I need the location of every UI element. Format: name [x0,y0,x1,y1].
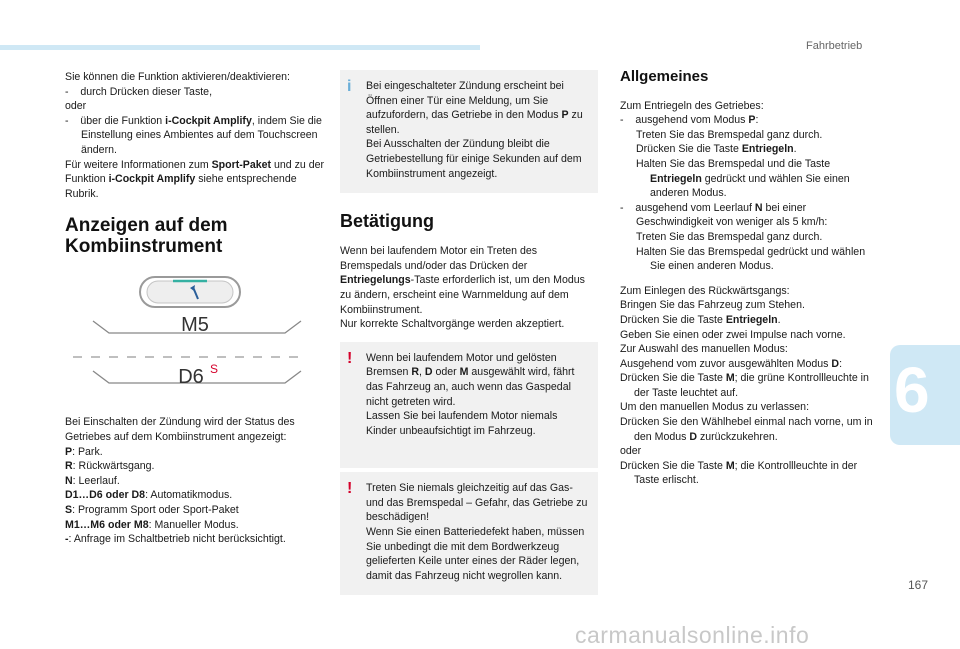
step: Halten Sie das Bremspedal gedrückt und wählen Sie einen anderen Modus. [636,245,866,273]
operation-text-2: Nur korrekte Schaltvorgänge werden akzeptiert. [340,318,565,331]
status-item: N: Leerlauf. [65,474,120,487]
intro-text: Sie können die Funktion aktivieren/deaktivieren: [65,71,290,83]
page-number: 167 [908,578,929,592]
oder-text: oder [620,445,642,458]
chapter-tab [890,345,960,445]
step: Ausgehend vom zuvor ausgewählten Modus D: [620,357,843,370]
more-info-text: Für weitere Informationen zum Sport-Paket und zu der Funktion i-Cockpit Amplify siehe entsprechende Rubrik. [65,158,325,200]
warning-box-1: ! Wenn bei laufendem Motor und gelösten Bremsen R, D oder M ausgewählt wird, fährt das Fahrzeug an, auch wenn das Gaspedal nicht getreten wird. Lassen Sie bei laufendem Motor niemals Kinder unbeaufsichtigt im Fahrzeug. [340,342,598,469]
from-n-item: - ausgehend vom Leerlauf N bei einer Geschwindigkeit von weniger als 5 km/h: [620,201,828,229]
operation-text: Wenn bei laufendem Motor ein Treten des Bremspedals und/oder das Drücken der Entriegelungs-Taste erforderlich ist, um den Modus zu ändern, erscheint eine Warnmeldung auf dem Kombiinstrument. [340,245,585,316]
step: Treten Sie das Bremspedal ganz durch. [636,128,823,141]
leave-intro: Um den manuellen Modus zu verlassen: [620,401,810,414]
step: Drücken Sie die Taste Entriegeln. [636,143,797,156]
step: Halten Sie das Bremspedal und die Taste Entriegeln gedrückt und wählen Sie einen anderen Modus. [636,157,850,200]
status-item: D1…D6 oder D8: Automatikmodus. [65,489,233,502]
info-box: i Bei eingeschalteter Zündung erscheint bei Öffnen einer Tür eine Meldung, um Sie aufzufordern, das Getriebe in den Modus P zu stellen. Bei Ausschalten der Zündung bleibt die Getriebestellung für einige Sekunden auf dem Kombiinstrument angezeigt. [340,70,598,193]
step: Drücken Sie die Taste M; die grüne Kontrollleuchte in der Taste leuchtet auf. [620,372,869,399]
cluster-top-label: M5 [181,314,209,337]
status-item: P: Park. [65,445,103,458]
cluster-bottom-label: D6 [178,366,204,389]
reverse-intro: Zum Einlegen des Rückwärtsgangs: [620,284,790,297]
heading-cluster: Anzeigen auf dem Kombiinstrument [65,215,228,258]
warning-box-2: ! Treten Sie niemals gleichzeitig auf das Gas- und das Bremspedal – Gefahr, das Getriebe zu beschädigen! Wenn Sie einen Batteriedefekt haben, müssen Sie unbedingt die mit dem Bordwerkzeug gelieferten Keile unter eines der Räder legen, damit das Fahrzeug nicht wegrollen kann. [340,472,598,595]
option-1: - durch Drücken dieser Taste, [65,85,213,98]
heading-general: Allgemeines [620,68,709,85]
status-item: M1…M6 oder M8: Manueller Modus. [65,518,239,531]
status-intro: Bei Einschalten der Zündung wird der Status des Getriebes auf dem Kombiinstrument angezeigt: [65,416,295,443]
manual-intro: Zur Auswahl des manuellen Modus: [620,343,788,356]
step: Drücken Sie die Taste Entriegeln. [620,313,781,326]
step: Treten Sie das Bremspedal ganz durch. [636,230,823,243]
unlock-intro: Zum Entriegeln des Getriebes: [620,99,764,112]
info-icon: i [347,78,352,95]
oder-text: oder [65,100,87,113]
header-bar [0,45,480,50]
gear-lever-icon [140,277,240,307]
warning-icon: ! [347,480,353,498]
column-3 [620,70,878,488]
chapter-number: 6 [894,354,930,426]
status-item: S: Programm Sport oder Sport-Paket [65,503,239,516]
step: Drücken Sie den Wählhebel einmal nach vorne, um in den Modus D zurückzukehren. [620,416,873,443]
status-list [65,445,325,547]
watermark: carmanualsonline.info [575,622,810,648]
from-p-item: - ausgehend vom Modus P: [620,114,759,127]
status-item: -: Anfrage im Schaltbetrieb nicht berücksichtigt. [65,533,286,546]
instrument-cluster-illustration [65,273,315,405]
heading-operation: Betätigung [340,211,434,232]
step: Geben Sie einen oder zwei Impulse nach vorne. [620,328,846,341]
section-title: Fahrbetrieb [806,40,863,52]
status-item: R: Rückwärtsgang. [65,460,155,473]
cluster-sport-indicator: S [210,362,219,377]
option-2: - über die Funktion i-Cockpit Amplify, indem Sie die Einstellung eines Ambientes auf dem Touchscreen ändern. [65,114,322,156]
step: Drücken Sie die Taste M; die Kontrollleuchte in der Taste erlischt. [620,459,858,487]
step: Bringen Sie das Fahrzeug zum Stehen. [620,299,805,312]
column-1 [65,70,325,547]
column-2 [340,70,598,595]
warning-icon: ! [347,349,353,367]
